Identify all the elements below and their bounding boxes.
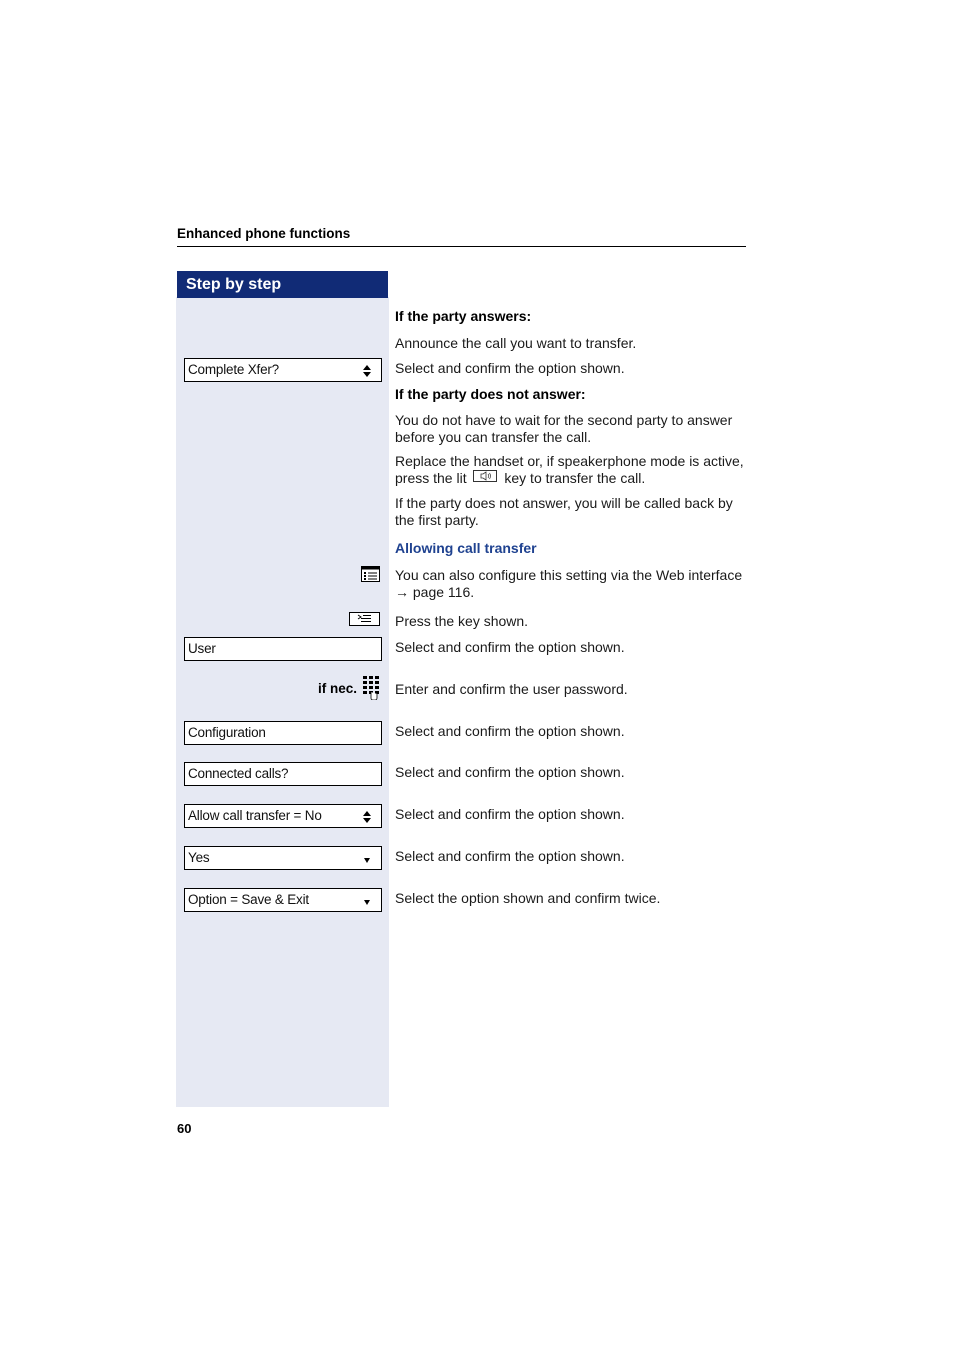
replace-handset-text [395,453,750,486]
instruction-text: Select and confirm the option shown. [395,764,625,780]
allowing-call-transfer-heading: Allowing call transfer [395,540,537,556]
web-interface-line1: You can also configure this setting via the Web interface [395,567,743,583]
instruction-text: Select and confirm the option shown. [395,360,625,376]
up-down-arrow-icon [363,365,371,377]
display-text: Connected calls? [188,766,289,781]
display-option-save-exit[interactable] [184,888,382,912]
enter-password-text: Enter and confirm the user password. [395,681,628,697]
party-answers-heading: If the party answers: [395,308,532,324]
press-key-text: Press the key shown. [395,613,529,629]
display-yes[interactable] [184,846,382,870]
web-interface-text [395,567,750,600]
display-text: Configuration [188,725,266,740]
display-text: Yes [188,850,210,865]
web-interface-icon [361,566,380,582]
instruction-text: Select and confirm the option shown. [395,723,625,739]
display-configuration[interactable] [184,721,382,745]
instruction-text: Select and confirm the option shown. [395,848,625,864]
keypad-icon[interactable] [363,676,381,700]
display-allow-call-transfer[interactable] [184,804,382,828]
page-reference-link[interactable]: → page 116. [395,583,475,600]
announce-text: Announce the call you want to transfer. [395,335,637,351]
instruction-text: Select and confirm the option shown. [395,806,625,822]
party-no-answer-heading: If the party does not answer: [395,386,586,402]
replace-text-part2: key to transfer the call. [504,469,646,486]
if-nec-label: if nec. [318,681,358,696]
display-connected-calls[interactable] [184,762,382,786]
sidebar-title: Step by step [177,271,388,298]
section-title: Enhanced phone functions [177,226,351,241]
menu-key-icon[interactable] [349,612,380,626]
instruction-text: Select and confirm the option shown. [395,639,625,655]
down-arrow-icon [363,895,371,907]
no-wait-text: You do not have to wait for the second party to answer before you can transfer the call. [395,412,733,445]
up-down-arrow-icon [363,811,371,823]
speaker-key-icon [473,470,497,482]
call-back-text: If the party does not answer, you will be called back by the first party. [395,495,733,528]
page-number: 60 [177,1121,192,1136]
display-complete-xfer[interactable] [184,358,382,382]
display-text: Allow call transfer = No [188,808,322,823]
instruction-text: Select the option shown and confirm twice. [395,890,661,906]
display-user[interactable] [184,637,382,661]
header-divider [177,246,746,247]
down-arrow-icon [363,853,371,865]
replace-text-part1: Replace the handset or, if speakerphone mode is active, press the lit [395,453,744,486]
display-text: Complete Xfer? [188,362,279,377]
step-sidebar [176,297,389,1107]
display-text: Option = Save & Exit [188,892,309,907]
display-text: User [188,641,216,656]
